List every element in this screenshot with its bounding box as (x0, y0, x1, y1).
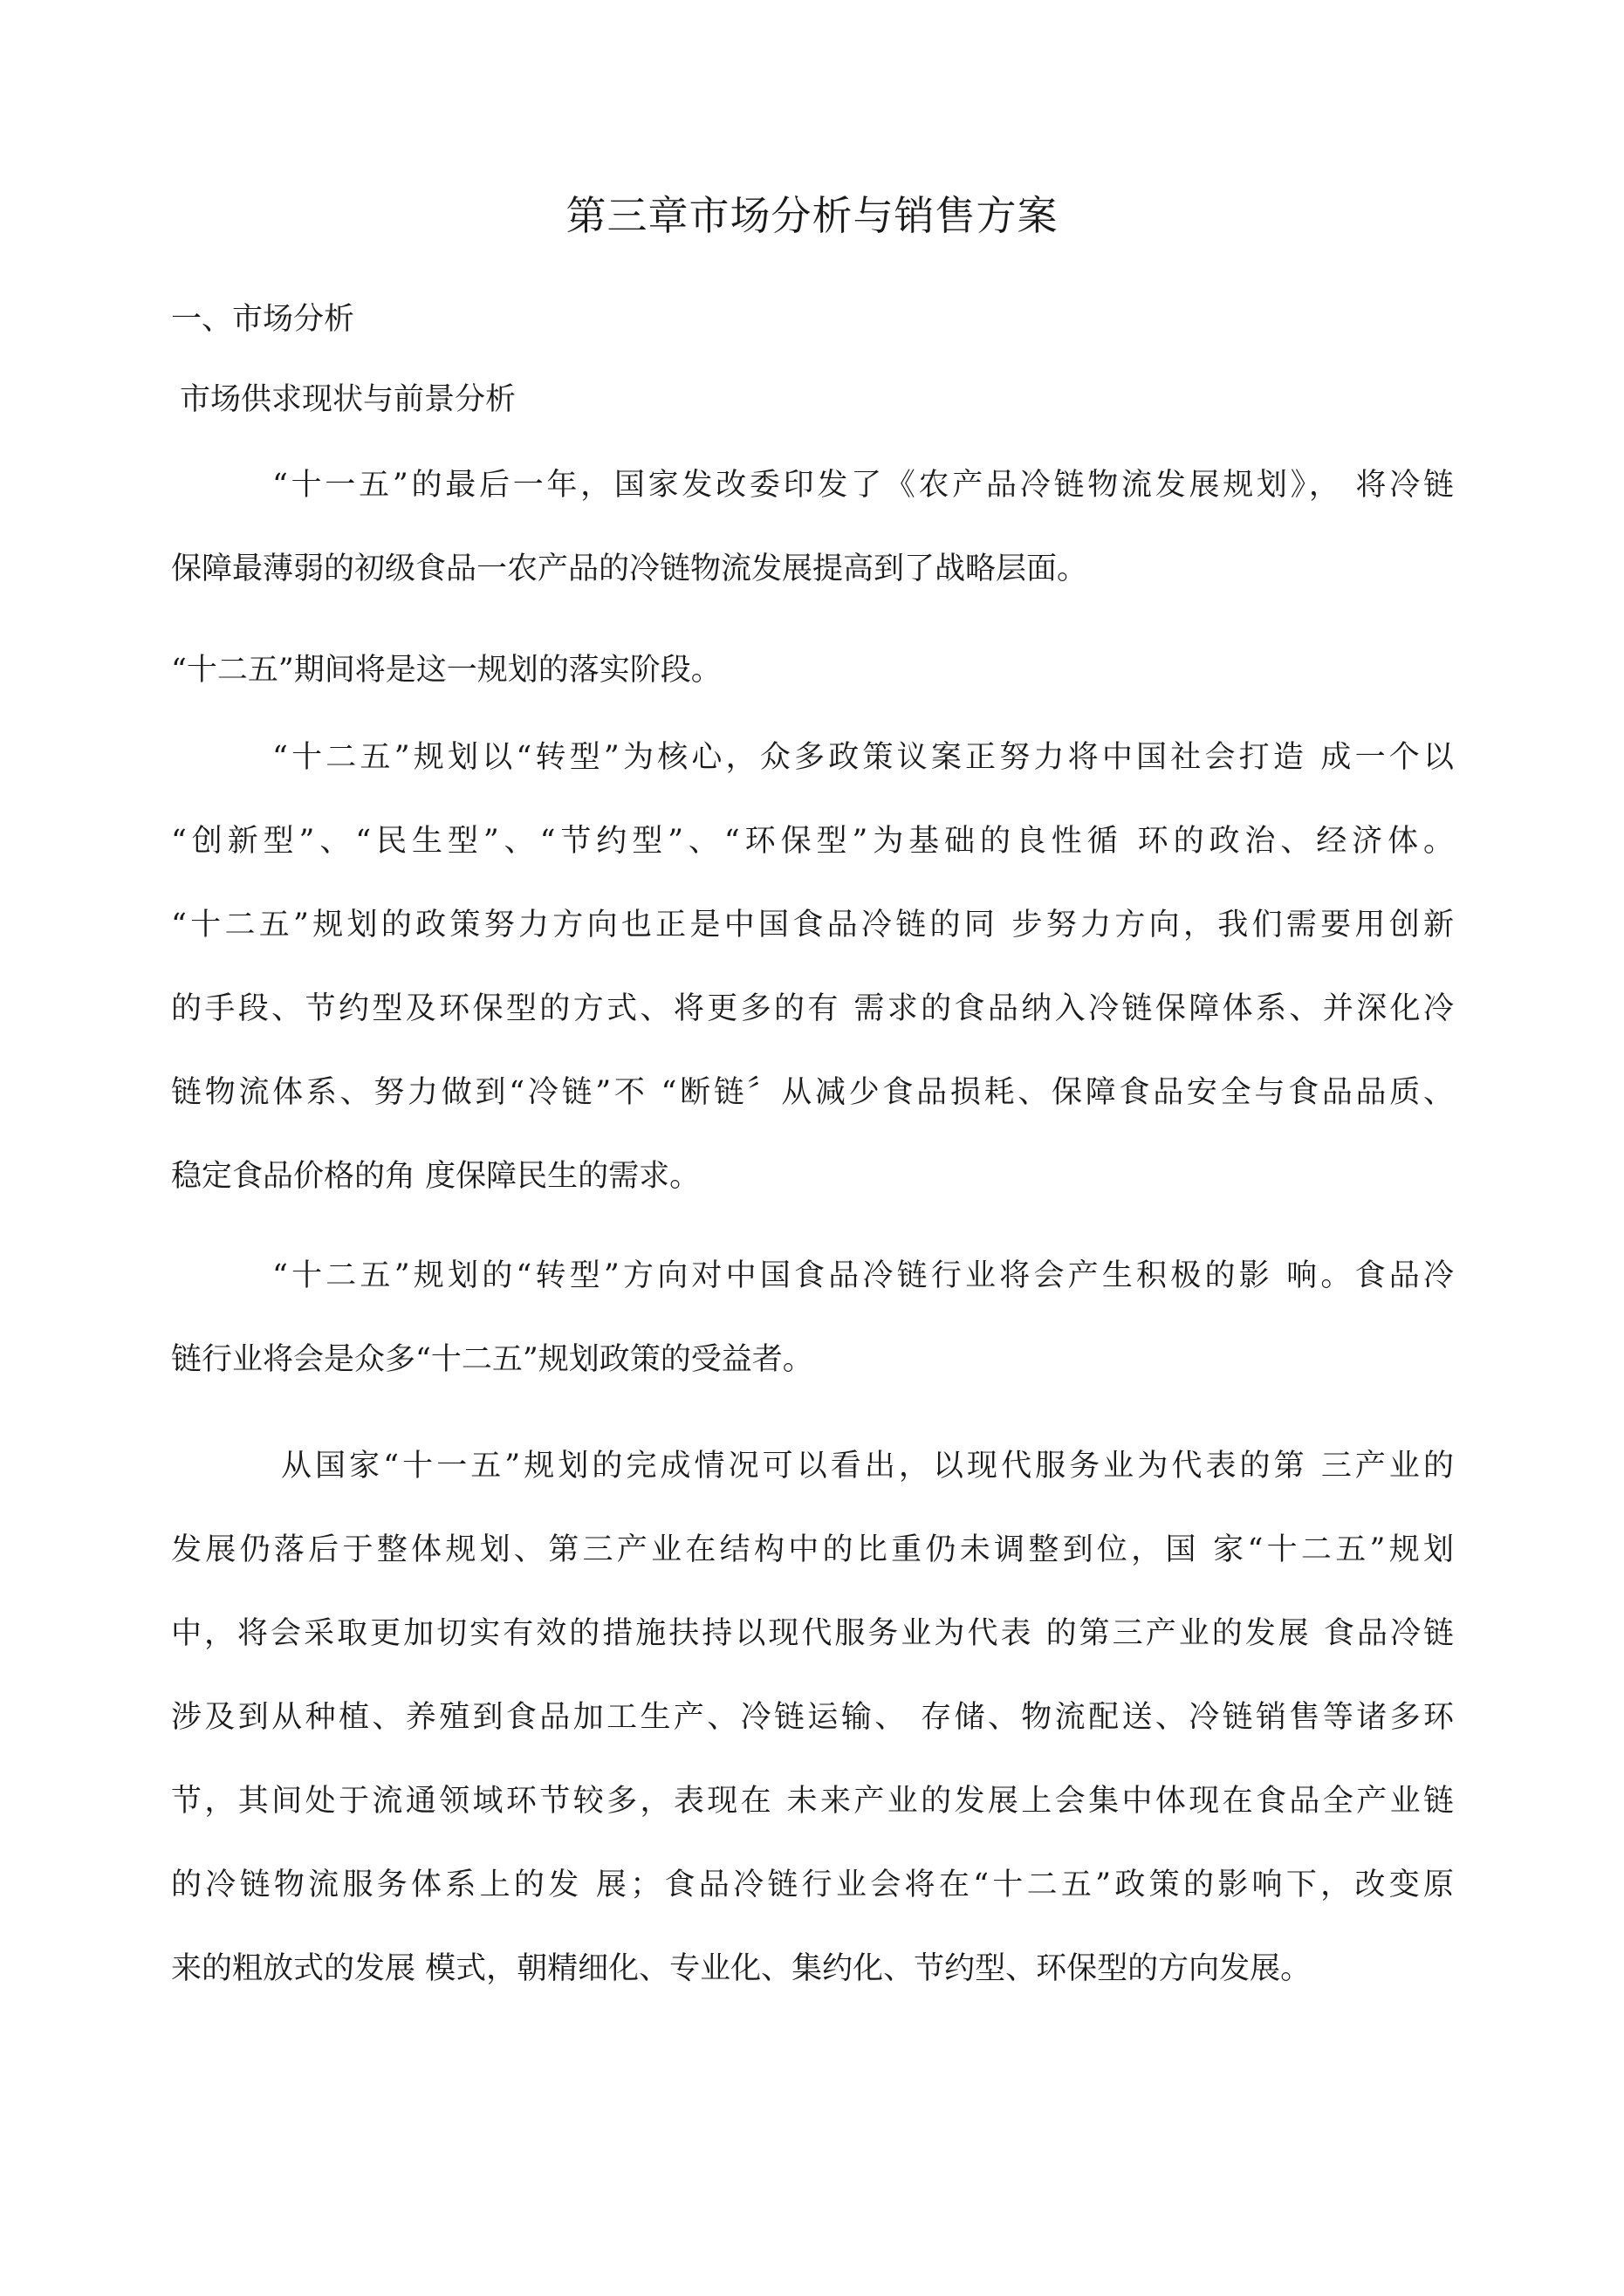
paragraph-line: 来的粗放式的发展 模式，朝精细化、专业化、集约化、节约型、环保型的方向发展。 (171, 1951, 1312, 1986)
paragraph-line: 节，其间处于流通领域环节较多，表现在 未来产业的发展上会集中体现在食品全产业链 (171, 1784, 1454, 1819)
subsection-heading: 市场供求现状与前景分析 (180, 382, 517, 417)
chapter-title: 第三章市场分析与销售方案 (565, 192, 1059, 239)
paragraph-line: 保障最薄弱的初级食品一农产品的冷链物流发展提高到了战略层面。 (171, 552, 1088, 586)
paragraph-line: “十二五”规划的“转型”方向对中国食品冷链行业将会产生积极的影 响。食品冷 (272, 1258, 1454, 1293)
paragraph-line: 的冷链物流服务体系上的发 展；食品冷链行业会将在“十二五”政策的影响下，改变原 (171, 1868, 1454, 1902)
section-heading: 一、市场分析 (171, 302, 355, 337)
paragraph-line: 中，将会采取更加切实有效的措施扶持以现代服务业为代表 的第三产业的发展 食品冷链 (171, 1616, 1454, 1651)
paragraph-line: 的手段、节约型及环保型的方式、将更多的有 需求的食品纳入冷链保障体系、并深化冷 (171, 991, 1454, 1026)
paragraph-line: 链行业将会是众多“十二五”规划政策的受益者。 (171, 1342, 813, 1377)
paragraph-line: “十二五”期间将是这一规划的落实阶段。 (171, 653, 722, 688)
paragraph-line: 链物流体系、努力做到“冷链”不 “断链〞从减少食品损耗、保障食品安全与食品品质、 (171, 1075, 1454, 1110)
paragraph-line: 稳定食品价格的角 度保障民生的需求。 (171, 1159, 701, 1194)
paragraph-line: 发展仍落后于整体规划、第三产业在结构中的比重仍未调整到位，国 家“十二五”规划 (171, 1532, 1454, 1567)
paragraph-line: “创新型”、“民生型”、“节约型”、“环保型”为基础的良性循 环的政治、经济体。 (171, 824, 1454, 859)
paragraph-line: 涉及到从种植、养殖到食品加工生产、冷链运输、 存储、物流配送、冷链销售等诸多环 (171, 1700, 1454, 1735)
paragraph-line: “十二五”规划以“转型”为核心，众多政策议案正努力将中国社会打造 成一个以 (272, 740, 1454, 775)
paragraph-line: “十二五”规划的政策努力方向也正是中国食品冷链的同 步努力方向，我们需要用创新 (171, 908, 1454, 942)
paragraph-line: “十一五”的最后一年，国家发改委印发了《农产品冷链物流发展规划》， 将冷链 (272, 468, 1454, 503)
paragraph-line: 从国家“十一五”规划的完成情况可以看出，以现代服务业为代表的第 三产业的 (281, 1449, 1454, 1484)
